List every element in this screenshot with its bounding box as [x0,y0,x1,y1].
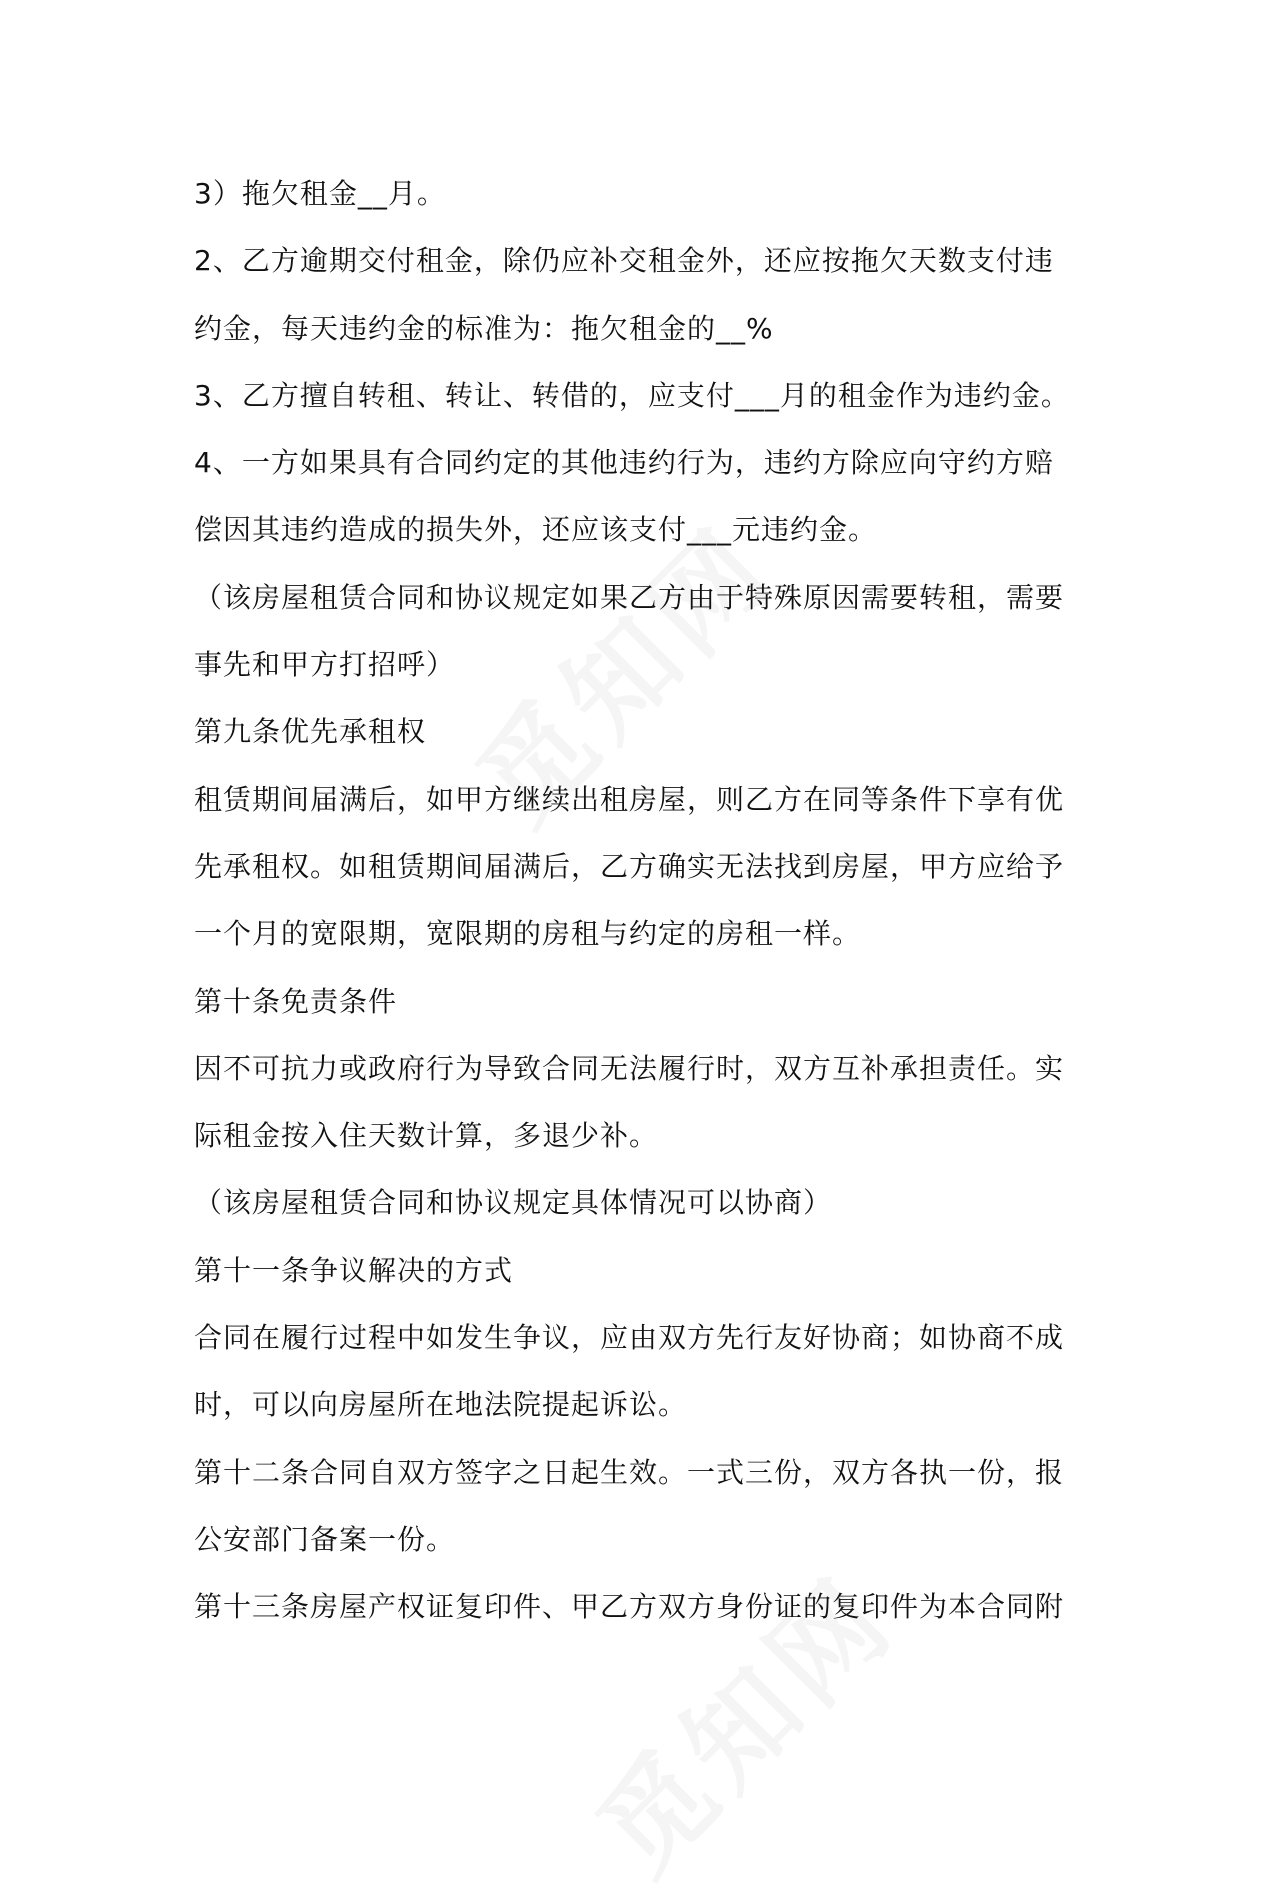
text-line: 合同在履行过程中如发生争议，应由双方先行友好协商；如协商不成 [194,1321,1065,1355]
text-line: 约金，每天违约金的标准为：拖欠租金的__% [194,311,774,345]
text-line: 时，可以向房屋所在地法院提起诉讼。 [194,1388,688,1422]
text-line: 际租金按入住天数计算，多退少补。 [194,1119,659,1153]
document-body [194,160,1094,1641]
text-line: 2、乙方逾期交付租金，除仍应补交租金外，还应按拖欠天数支付违 [194,244,1054,278]
text-line: 事先和甲方打招呼） [194,648,456,682]
section-heading: 第九条优先承租权 [194,715,427,749]
text-line: 偿因其违约造成的损失外，还应该支付___元违约金。 [194,513,878,547]
text-line: 因不可抗力或政府行为导致合同无法履行时，双方互补承担责任。实 [194,1051,1065,1085]
text-line: （该房屋租赁合同和协议规定具体情况可以协商） [194,1186,833,1220]
section-heading: 第十条免责条件 [194,984,398,1018]
text-line: 3、乙方擅自转租、转让、转借的，应支付___月的租金作为违约金。 [194,378,1070,412]
section-heading: 第十二条合同自双方签字之日起生效。一式三份，双方各执一份，报 [194,1455,1065,1489]
section-heading: 第十一条争议解决的方式 [194,1253,514,1287]
text-line: 先承租权。如租赁期间届满后，乙方确实无法找到房屋，甲方应给予 [194,849,1065,883]
text-line: （该房屋租赁合同和协议规定如果乙方由于特殊原因需要转租，需要 [194,580,1065,614]
text-line: 公安部门备案一份。 [194,1522,456,1556]
section-heading: 第十三条房屋产权证复印件、甲乙方双方身份证的复印件为本合同附 [194,1590,1065,1624]
text-line: 一个月的宽限期，宽限期的房租与约定的房租一样。 [194,917,862,951]
text-line: 租赁期间届满后，如甲方继续出租房屋，则乙方在同等条件下享有优 [194,782,1065,816]
text-line: 3）拖欠租金__月。 [194,177,446,210]
text-line: 4、一方如果具有合同约定的其他违约行为，违约方除应向守约方赔 [194,446,1054,480]
